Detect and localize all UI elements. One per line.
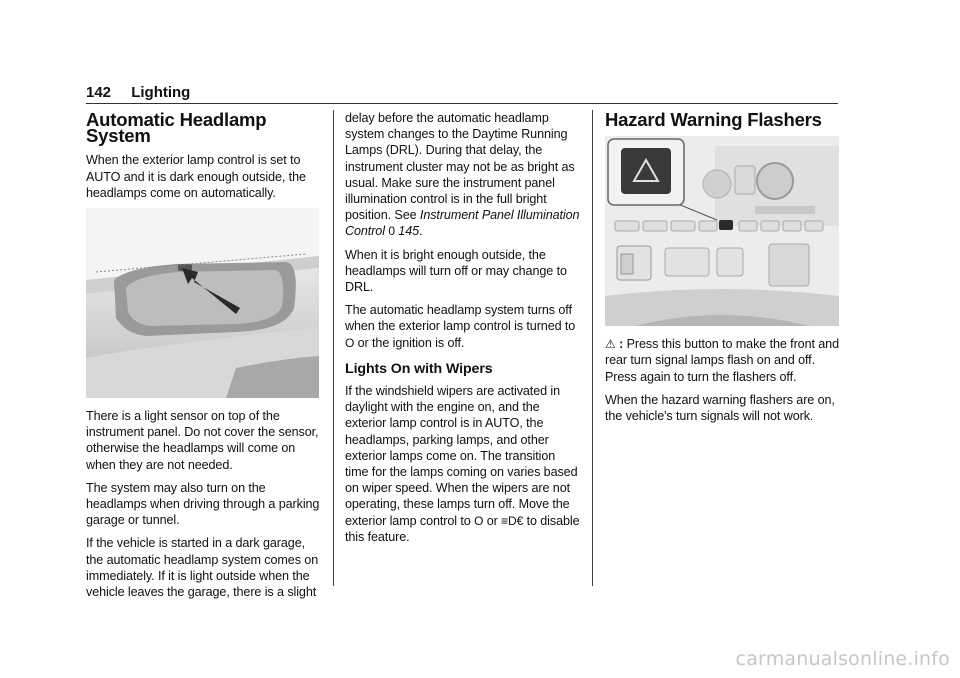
hazard-button-photo bbox=[605, 136, 839, 326]
paragraph: When it is bright enough outside, the headlamps will turn off or may change to DRL. bbox=[345, 247, 567, 295]
right-column bbox=[605, 109, 839, 431]
light-sensor-photo bbox=[86, 208, 319, 398]
hazard-warning-icon: ⚠ bbox=[605, 337, 616, 352]
paragraph: If the windshield wipers are activated in daylight with the engine on, and the exterior lamp control is in AUTO, the headlamps, parking lamps, and other exterior lamps come on. The transition time for the lamps coming on varies based on wiper speed. When the wipers are not operating, these lamps turn off. Move the exterior lamp control to O or ≡D€ to disable this feature. bbox=[345, 384, 580, 544]
paragraph: When the hazard warning flashers are on, the vehicle's turn signals will not work. bbox=[605, 392, 835, 424]
page-ref-arrow-icon: 0 bbox=[388, 224, 395, 239]
paragraph: If the vehicle is started in a dark garage, the automatic headlamp system comes on immediately. If it is light outside when the vehicle leaves the garage, there is a slight bbox=[86, 536, 319, 600]
left-column bbox=[86, 109, 322, 607]
parking-lamp-icon: ≡D€ bbox=[501, 513, 524, 528]
paragraph: When the exterior lamp control is set to AUTO and it is dark enough outside, the headlamps come on automatically. bbox=[86, 153, 306, 200]
column-divider-1 bbox=[333, 110, 334, 586]
column-divider-2 bbox=[592, 110, 593, 586]
paragraph: ⚠ : Press this button to make the front and rear turn signal lamps flash on and off. Press again to turn the flashers off. bbox=[605, 337, 839, 384]
watermark: carmanualsonline.info bbox=[735, 648, 950, 670]
page-header bbox=[86, 84, 190, 101]
paragraph: The system may also turn on the headlamps when driving through a parking garage or tunnel. bbox=[86, 480, 320, 528]
paragraph: There is a light sensor on top of the instrument panel. Do not cover the sensor, otherwise the headlamps will come on when they are not needed. bbox=[86, 409, 319, 472]
cross-reference: Instrument Panel Illumination Control bbox=[345, 208, 580, 239]
heading-automatic-headlamp: Automatic Headlamp System bbox=[86, 109, 267, 147]
header-rule bbox=[86, 103, 838, 104]
paragraph: The automatic headlamp system turns off when the exterior lamp control is turned to O or the ignition is off. bbox=[345, 303, 576, 350]
paragraph: delay before the automatic headlamp system changes to the Daytime Running Lamps (DRL). During that delay, the instrument cluster may not be as bright as usual. Make sure the instrument panel illumination control is in the full bright position. See Instrument Panel Illumination Control 0 145. bbox=[345, 111, 580, 239]
middle-column bbox=[345, 110, 581, 552]
page-number: 142 bbox=[86, 84, 112, 101]
section-title: Lighting bbox=[131, 84, 191, 101]
heading-hazard-warning: Hazard Warning Flashers bbox=[605, 109, 822, 130]
page-ref: 145 bbox=[398, 224, 420, 239]
power-off-icon: O bbox=[345, 335, 355, 350]
power-off-icon: O bbox=[474, 513, 484, 528]
subheading-lights-on-wipers: Lights On with Wipers bbox=[345, 360, 493, 377]
